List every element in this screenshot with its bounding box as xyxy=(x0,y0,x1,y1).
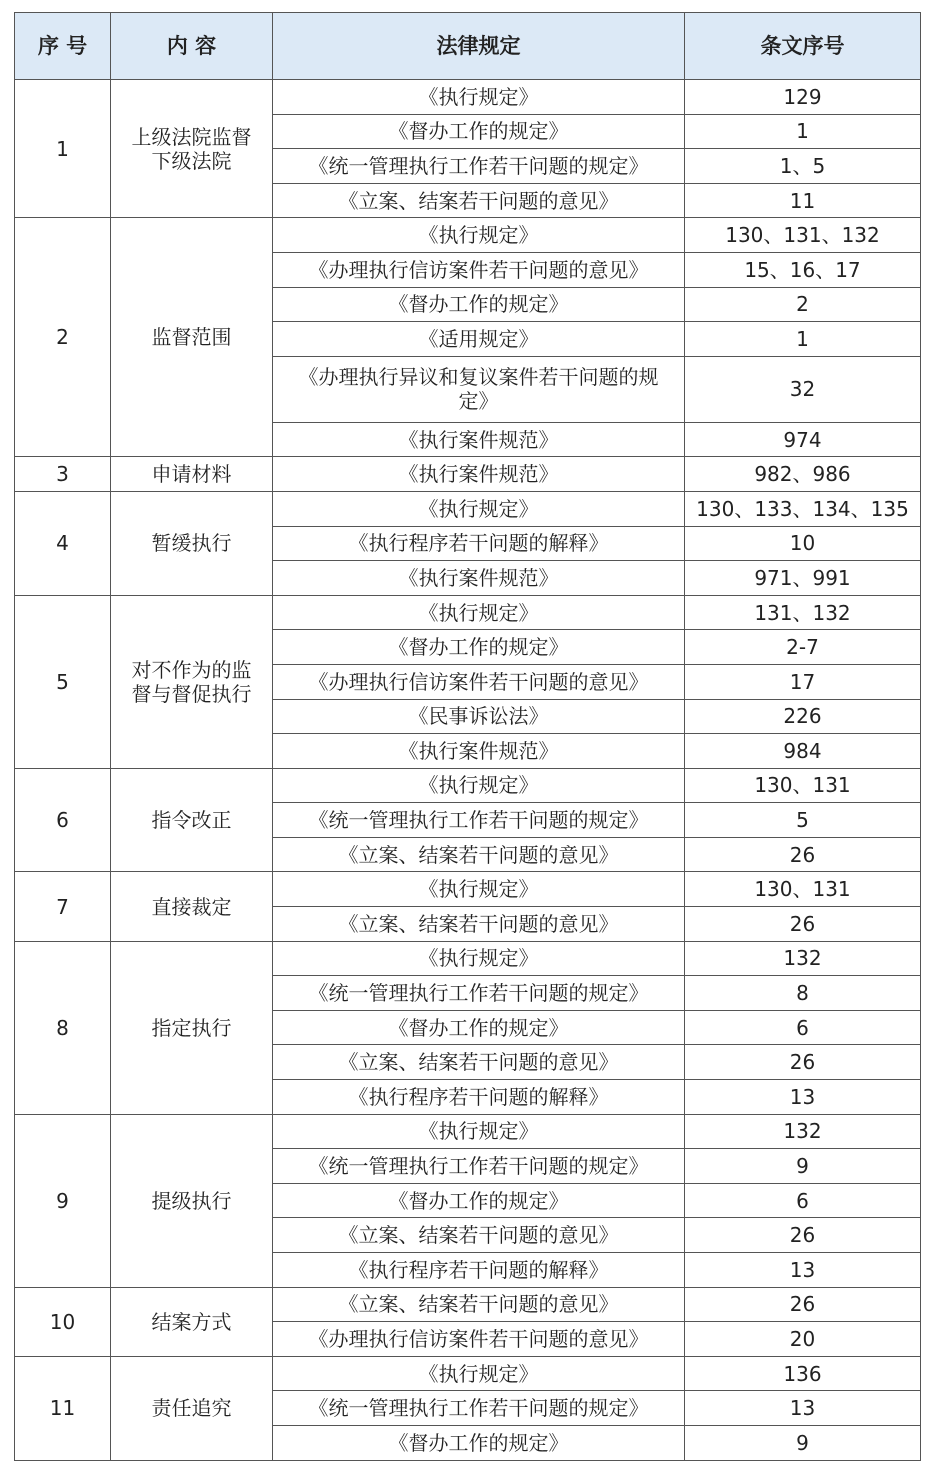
law-cell: 《办理执行信访案件若干问题的意见》 xyxy=(273,1322,685,1357)
table-header xyxy=(15,13,921,80)
law-cell: 《执行程序若干问题的解释》 xyxy=(273,1253,685,1288)
content-cell: 对不作为的监督与督促执行 xyxy=(111,595,273,768)
law-cell: 《执行程序若干问题的解释》 xyxy=(273,526,685,561)
table-row xyxy=(15,872,921,907)
law-cell: 《立案、结案若干问题的意见》 xyxy=(273,837,685,872)
law-cell: 《执行规定》 xyxy=(273,218,685,253)
law-cell: 《执行规定》 xyxy=(273,941,685,976)
article-cell: 982、986 xyxy=(685,457,921,492)
law-cell: 《执行规定》 xyxy=(273,1114,685,1149)
article-cell: 26 xyxy=(685,1287,921,1322)
article-cell: 32 xyxy=(685,356,921,422)
row-number-cell: 6 xyxy=(15,768,111,872)
law-cell: 《督办工作的规定》 xyxy=(273,114,685,149)
law-cell: 《执行程序若干问题的解释》 xyxy=(273,1080,685,1115)
row-number-cell: 10 xyxy=(15,1287,111,1356)
law-table xyxy=(14,12,921,1461)
law-cell: 《执行案件规范》 xyxy=(273,561,685,596)
header-content: 内 容 xyxy=(111,13,273,80)
article-cell: 26 xyxy=(685,1218,921,1253)
table-row xyxy=(15,218,921,253)
law-cell: 《立案、结案若干问题的意见》 xyxy=(273,1287,685,1322)
row-number-cell: 1 xyxy=(15,80,111,218)
row-number-cell: 3 xyxy=(15,457,111,492)
row-number-cell: 8 xyxy=(15,941,111,1114)
law-cell: 《督办工作的规定》 xyxy=(273,1010,685,1045)
article-cell: 1 xyxy=(685,322,921,357)
law-cell: 《执行案件规范》 xyxy=(273,422,685,457)
article-cell: 132 xyxy=(685,1114,921,1149)
law-cell: 《督办工作的规定》 xyxy=(273,630,685,665)
article-cell: 15、16、17 xyxy=(685,252,921,287)
table-row xyxy=(15,491,921,526)
article-cell: 974 xyxy=(685,422,921,457)
article-cell: 8 xyxy=(685,976,921,1011)
law-cell: 《办理执行信访案件若干问题的意见》 xyxy=(273,664,685,699)
law-cell: 《立案、结案若干问题的意见》 xyxy=(273,1045,685,1080)
law-cell: 《统一管理执行工作若干问题的规定》 xyxy=(273,976,685,1011)
content-cell: 直接裁定 xyxy=(111,872,273,941)
header-law: 法律规定 xyxy=(273,13,685,80)
law-cell: 《办理执行异议和复议案件若干问题的规定》 xyxy=(273,356,685,422)
table-body xyxy=(15,80,921,1461)
law-cell: 《立案、结案若干问题的意见》 xyxy=(273,907,685,942)
table-row xyxy=(15,457,921,492)
article-cell: 6 xyxy=(685,1010,921,1045)
content-cell: 责任追究 xyxy=(111,1356,273,1460)
article-cell: 5 xyxy=(685,803,921,838)
law-cell: 《办理执行信访案件若干问题的意见》 xyxy=(273,252,685,287)
row-number-cell: 7 xyxy=(15,872,111,941)
law-cell: 《执行规定》 xyxy=(273,491,685,526)
article-cell: 1 xyxy=(685,114,921,149)
article-cell: 130、131 xyxy=(685,872,921,907)
law-cell: 《督办工作的规定》 xyxy=(273,1425,685,1460)
law-cell: 《执行规定》 xyxy=(273,80,685,115)
law-cell: 《执行规定》 xyxy=(273,595,685,630)
content-cell: 指定执行 xyxy=(111,941,273,1114)
article-cell: 11 xyxy=(685,183,921,218)
article-cell: 131、132 xyxy=(685,595,921,630)
article-cell: 26 xyxy=(685,1045,921,1080)
law-cell: 《统一管理执行工作若干问题的规定》 xyxy=(273,1391,685,1426)
content-cell: 申请材料 xyxy=(111,457,273,492)
article-cell: 984 xyxy=(685,734,921,769)
law-cell: 《督办工作的规定》 xyxy=(273,287,685,322)
article-cell: 130、131、132 xyxy=(685,218,921,253)
article-cell: 6 xyxy=(685,1183,921,1218)
table-row xyxy=(15,595,921,630)
table-row xyxy=(15,1114,921,1149)
row-number-cell: 2 xyxy=(15,218,111,457)
law-cell: 《立案、结案若干问题的意见》 xyxy=(273,1218,685,1253)
row-number-cell: 5 xyxy=(15,595,111,768)
article-cell: 130、133、134、135 xyxy=(685,491,921,526)
article-cell: 132 xyxy=(685,941,921,976)
content-cell: 上级法院监督下级法院 xyxy=(111,80,273,218)
article-cell: 13 xyxy=(685,1080,921,1115)
article-cell: 20 xyxy=(685,1322,921,1357)
law-cell: 《立案、结案若干问题的意见》 xyxy=(273,183,685,218)
article-cell: 13 xyxy=(685,1391,921,1426)
article-cell: 226 xyxy=(685,699,921,734)
row-number-cell: 4 xyxy=(15,491,111,595)
article-cell: 9 xyxy=(685,1149,921,1184)
table-row xyxy=(15,941,921,976)
law-cell: 《民事诉讼法》 xyxy=(273,699,685,734)
article-cell: 130、131 xyxy=(685,768,921,803)
article-cell: 1、5 xyxy=(685,149,921,184)
article-cell: 136 xyxy=(685,1356,921,1391)
table-row xyxy=(15,1287,921,1322)
content-cell: 暂缓执行 xyxy=(111,491,273,595)
article-cell: 129 xyxy=(685,80,921,115)
content-cell: 结案方式 xyxy=(111,1287,273,1356)
table-row xyxy=(15,80,921,115)
article-cell: 2-7 xyxy=(685,630,921,665)
article-cell: 10 xyxy=(685,526,921,561)
header-no: 序 号 xyxy=(15,13,111,80)
table-row xyxy=(15,768,921,803)
article-cell: 971、991 xyxy=(685,561,921,596)
law-cell: 《统一管理执行工作若干问题的规定》 xyxy=(273,803,685,838)
row-number-cell: 9 xyxy=(15,1114,111,1287)
law-cell: 《执行案件规范》 xyxy=(273,734,685,769)
law-cell: 《执行规定》 xyxy=(273,768,685,803)
content-cell: 监督范围 xyxy=(111,218,273,457)
law-cell: 《统一管理执行工作若干问题的规定》 xyxy=(273,1149,685,1184)
header-row xyxy=(15,13,921,80)
law-cell: 《执行规定》 xyxy=(273,1356,685,1391)
article-cell: 26 xyxy=(685,837,921,872)
article-cell: 9 xyxy=(685,1425,921,1460)
article-cell: 13 xyxy=(685,1253,921,1288)
article-cell: 17 xyxy=(685,664,921,699)
table-row xyxy=(15,1356,921,1391)
row-number-cell: 11 xyxy=(15,1356,111,1460)
law-cell: 《执行规定》 xyxy=(273,872,685,907)
law-cell: 《执行案件规范》 xyxy=(273,457,685,492)
content-cell: 指令改正 xyxy=(111,768,273,872)
content-cell: 提级执行 xyxy=(111,1114,273,1287)
law-cell: 《督办工作的规定》 xyxy=(273,1183,685,1218)
header-article: 条文序号 xyxy=(685,13,921,80)
law-cell: 《适用规定》 xyxy=(273,322,685,357)
article-cell: 26 xyxy=(685,907,921,942)
article-cell: 2 xyxy=(685,287,921,322)
law-cell: 《统一管理执行工作若干问题的规定》 xyxy=(273,149,685,184)
